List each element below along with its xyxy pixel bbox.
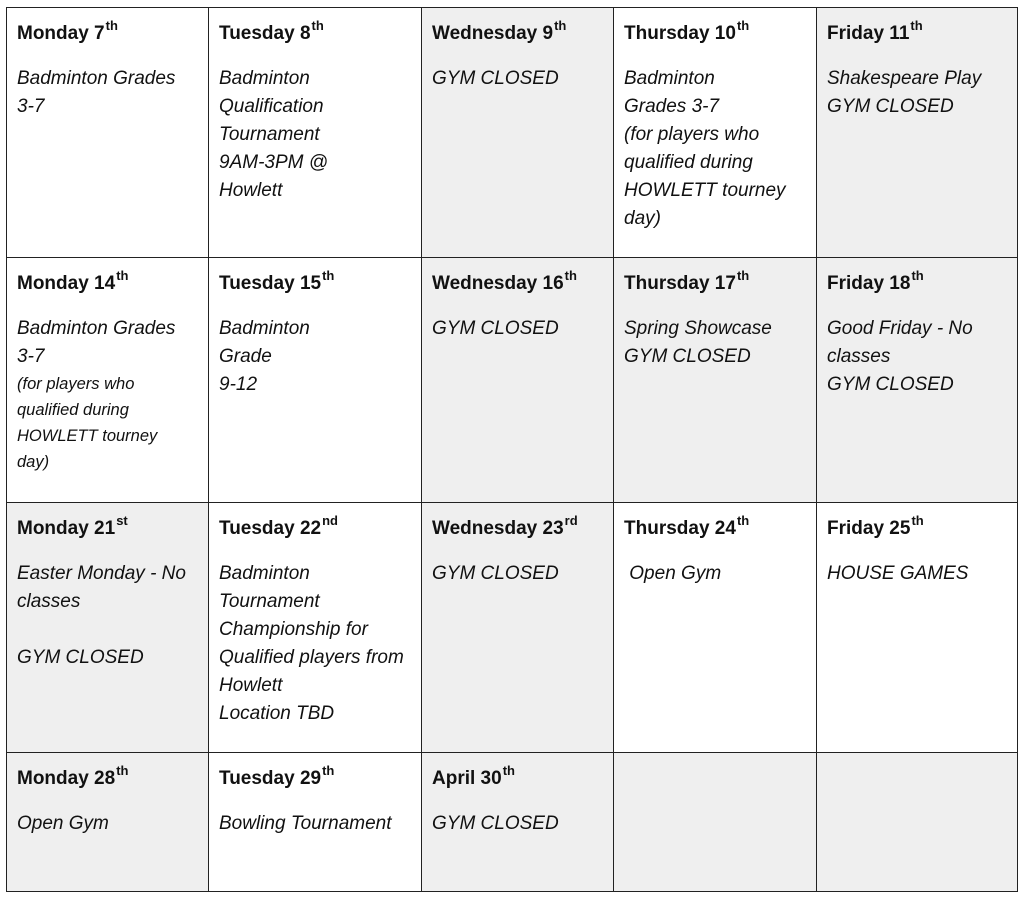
event-line: HOWLETT tourney xyxy=(17,427,158,445)
day-cell xyxy=(422,503,614,753)
day-name: Friday 11 xyxy=(827,23,910,44)
day-suffix: th xyxy=(311,17,324,33)
day-suffix: th xyxy=(736,512,750,528)
event-line: (for players who xyxy=(17,375,135,393)
day-cell xyxy=(7,753,209,892)
event-line: (for players who xyxy=(624,124,760,145)
day-cell xyxy=(817,753,1018,892)
day-name: Tuesday 29 xyxy=(219,768,322,789)
day-label xyxy=(624,267,807,315)
day-label xyxy=(432,762,604,810)
day-cell xyxy=(422,258,614,503)
event-line: day) xyxy=(17,453,50,471)
event-line: Easter Monday - No xyxy=(17,563,186,584)
day-suffix: st xyxy=(116,512,128,528)
day-suffix: th xyxy=(554,17,567,33)
day-cell xyxy=(614,753,817,892)
day-cell xyxy=(422,753,614,892)
day-suffix: th xyxy=(116,267,129,283)
day-label xyxy=(17,17,199,65)
event-line: Grade xyxy=(219,346,272,367)
day-cell xyxy=(209,503,422,753)
day-name: Thursday 10 xyxy=(624,23,736,44)
day-suffix: nd xyxy=(322,512,338,528)
day-name: Tuesday 8 xyxy=(219,23,311,44)
day-name: Wednesday 9 xyxy=(432,23,554,44)
event-line: qualified during xyxy=(17,401,129,419)
day-cell xyxy=(614,8,817,258)
day-name: Monday 28 xyxy=(17,768,116,789)
event-line: Open Gym xyxy=(624,563,722,584)
event-line: GYM CLOSED xyxy=(17,647,144,668)
day-name: Friday 25 xyxy=(827,518,911,539)
day-label xyxy=(219,17,412,65)
event-line: Bowling Tournament xyxy=(219,813,392,834)
day-suffix: th xyxy=(736,267,750,283)
day-label xyxy=(219,512,412,560)
event-line: Qualified players from xyxy=(219,647,404,668)
event-line: Location TBD xyxy=(219,703,335,724)
day-name: Monday 7 xyxy=(17,23,105,44)
event-line: Badminton xyxy=(219,318,310,339)
day-name: Thursday 24 xyxy=(624,518,736,539)
day-name: Tuesday 22 xyxy=(219,518,322,539)
event-line: Badminton xyxy=(219,68,310,89)
event-spacer xyxy=(17,616,199,644)
event-line: 3-7 xyxy=(17,346,45,367)
day-label xyxy=(624,512,807,560)
day-suffix: th xyxy=(910,17,923,33)
event-line: 9AM-3PM @ xyxy=(219,152,329,173)
day-name: Thursday 17 xyxy=(624,273,736,294)
day-name: Wednesday 16 xyxy=(432,273,564,294)
day-suffix: th xyxy=(911,512,924,528)
day-cell xyxy=(817,8,1018,258)
event-line: qualified during xyxy=(624,152,753,173)
event-line: Spring Showcase xyxy=(624,318,772,339)
event-line: GYM CLOSED xyxy=(624,346,751,367)
day-cell xyxy=(7,258,209,503)
day-cell xyxy=(209,258,422,503)
day-cell xyxy=(614,258,817,503)
event-line: Badminton Grades xyxy=(17,68,176,89)
event-line: Badminton xyxy=(624,68,715,89)
event-line: Qualification xyxy=(219,96,324,117)
event-line: Badminton Grades xyxy=(17,318,176,339)
week-row xyxy=(7,503,1018,753)
event-line: GYM CLOSED xyxy=(432,813,559,834)
event-line: Open Gym xyxy=(17,813,109,834)
week-row xyxy=(7,8,1018,258)
day-suffix: th xyxy=(322,267,335,283)
day-label xyxy=(827,512,1008,560)
event-line: Howlett xyxy=(219,675,283,696)
week-row xyxy=(7,258,1018,503)
event-line: GYM CLOSED xyxy=(432,318,559,339)
day-name: Friday 18 xyxy=(827,273,911,294)
day-label xyxy=(17,267,199,315)
event-line: GYM CLOSED xyxy=(432,68,559,89)
day-name: Tuesday 15 xyxy=(219,273,322,294)
week-row xyxy=(7,753,1018,892)
day-label xyxy=(219,267,412,315)
day-name: Monday 21 xyxy=(17,518,116,539)
day-label xyxy=(432,17,604,65)
day-label xyxy=(17,762,199,810)
calendar-body xyxy=(7,8,1018,892)
event-line: Championship for xyxy=(219,619,368,640)
day-cell xyxy=(422,8,614,258)
event-line: Badminton xyxy=(219,563,310,584)
calendar-table xyxy=(6,7,1018,892)
day-label xyxy=(624,17,807,65)
event-line: GYM CLOSED xyxy=(827,96,954,117)
day-cell xyxy=(817,258,1018,503)
event-line: Grades 3-7 xyxy=(624,96,720,117)
event-line: classes xyxy=(827,346,891,367)
day-name: April 30 xyxy=(432,768,502,789)
event-line: HOWLETT tourney xyxy=(624,180,786,201)
event-line: 9-12 xyxy=(219,374,258,395)
day-suffix: th xyxy=(564,267,577,283)
day-name: Monday 14 xyxy=(17,273,116,294)
day-name: Wednesday 23 xyxy=(432,518,564,539)
day-label xyxy=(17,512,199,560)
event-line: HOUSE GAMES xyxy=(827,563,969,584)
day-suffix: th xyxy=(105,17,118,33)
day-suffix: th xyxy=(502,762,515,778)
event-line: Shakespeare Play xyxy=(827,68,982,89)
event-line: classes xyxy=(17,591,81,612)
event-line: Tournament xyxy=(219,591,320,612)
day-cell xyxy=(209,8,422,258)
day-label xyxy=(219,762,412,810)
day-cell xyxy=(7,8,209,258)
day-label xyxy=(827,267,1008,315)
day-label xyxy=(432,267,604,315)
day-label xyxy=(432,512,604,560)
event-line: GYM CLOSED xyxy=(827,374,954,395)
day-suffix: th xyxy=(736,17,750,33)
event-line: Tournament xyxy=(219,124,320,145)
day-suffix: th xyxy=(116,762,129,778)
day-cell xyxy=(209,753,422,892)
event-line: Howlett xyxy=(219,180,283,201)
day-suffix: rd xyxy=(564,512,578,528)
day-cell xyxy=(614,503,817,753)
event-line: day) xyxy=(624,208,661,229)
day-label xyxy=(827,17,1008,65)
day-suffix: th xyxy=(322,762,335,778)
day-cell xyxy=(817,503,1018,753)
day-suffix: th xyxy=(911,267,924,283)
event-line: 3-7 xyxy=(17,96,45,117)
event-line: Good Friday - No xyxy=(827,318,973,339)
event-line: GYM CLOSED xyxy=(432,563,559,584)
day-cell xyxy=(7,503,209,753)
